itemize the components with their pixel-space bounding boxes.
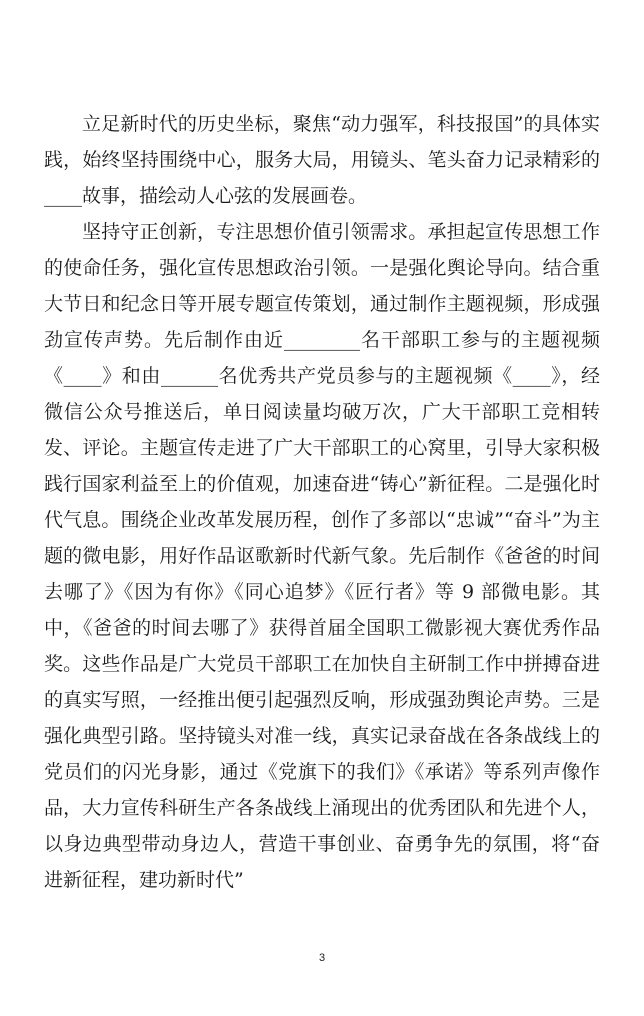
paragraph-innovation: 坚持守正创新，专注思想价值引领需求。承担起宣传思想工作的使命任务，强化宣传思想政治引领。一是强化舆论导向。结合重大节日和纪念日等开展专题宣传策划，通过制作主题视频，形成强劲宣传声势。先后制作由近________名干部职工参与的主题视频《____》和由______名优秀共产党员参与的主题视频《____》，经微信公众号推送后，单日阅读量均破万次，广大干部职工竞相转发、评论。主题宣传走进了广大干部职工的心窝里，引导大家积极践行国家利益至上的价值观，加速奋进“铸心”新征程。二是强化时代气息。围绕企业改革发展历程，创作了多部以“忠诚”“奋斗”为主题的微电影，用好作品讴歌新时代新气象。先后制作《爸爸的时间去哪了》《因为有你》《同心追梦》《匠行者》等 9 部微电影。其中，《爸爸的时间去哪了》获得首届全国职工微影视大赛优秀作品奖。这些作品是广大党员干部职工在加快自主研制工作中拼搏奋进的真实写照，一经推出便引起强烈反响，形成强劲舆论声势。三是强化典型引路。坚持镜头对准一线，真实记录奋战在各条战线上的党员们的闪光身影，通过《党旗下的我们》《承诺》等系列声像作品，大力宣传科研生产各条战线上涌现出的优秀团队和先进个人，以身边典型带动身边人，营造干事创业、奋勇争先的氛围，将“奋进新征程，建功新时代”: [44, 221, 600, 891]
page-number: 3: [318, 952, 326, 964]
paragraph-intro: 立足新时代的历史坐标，聚焦“动力强军，科技报国”的具体实践，始终坚持围绕中心，服务大局，用镜头、笔头奋力记录精彩的____故事，描绘动人心弦的发展画卷。: [44, 113, 600, 207]
